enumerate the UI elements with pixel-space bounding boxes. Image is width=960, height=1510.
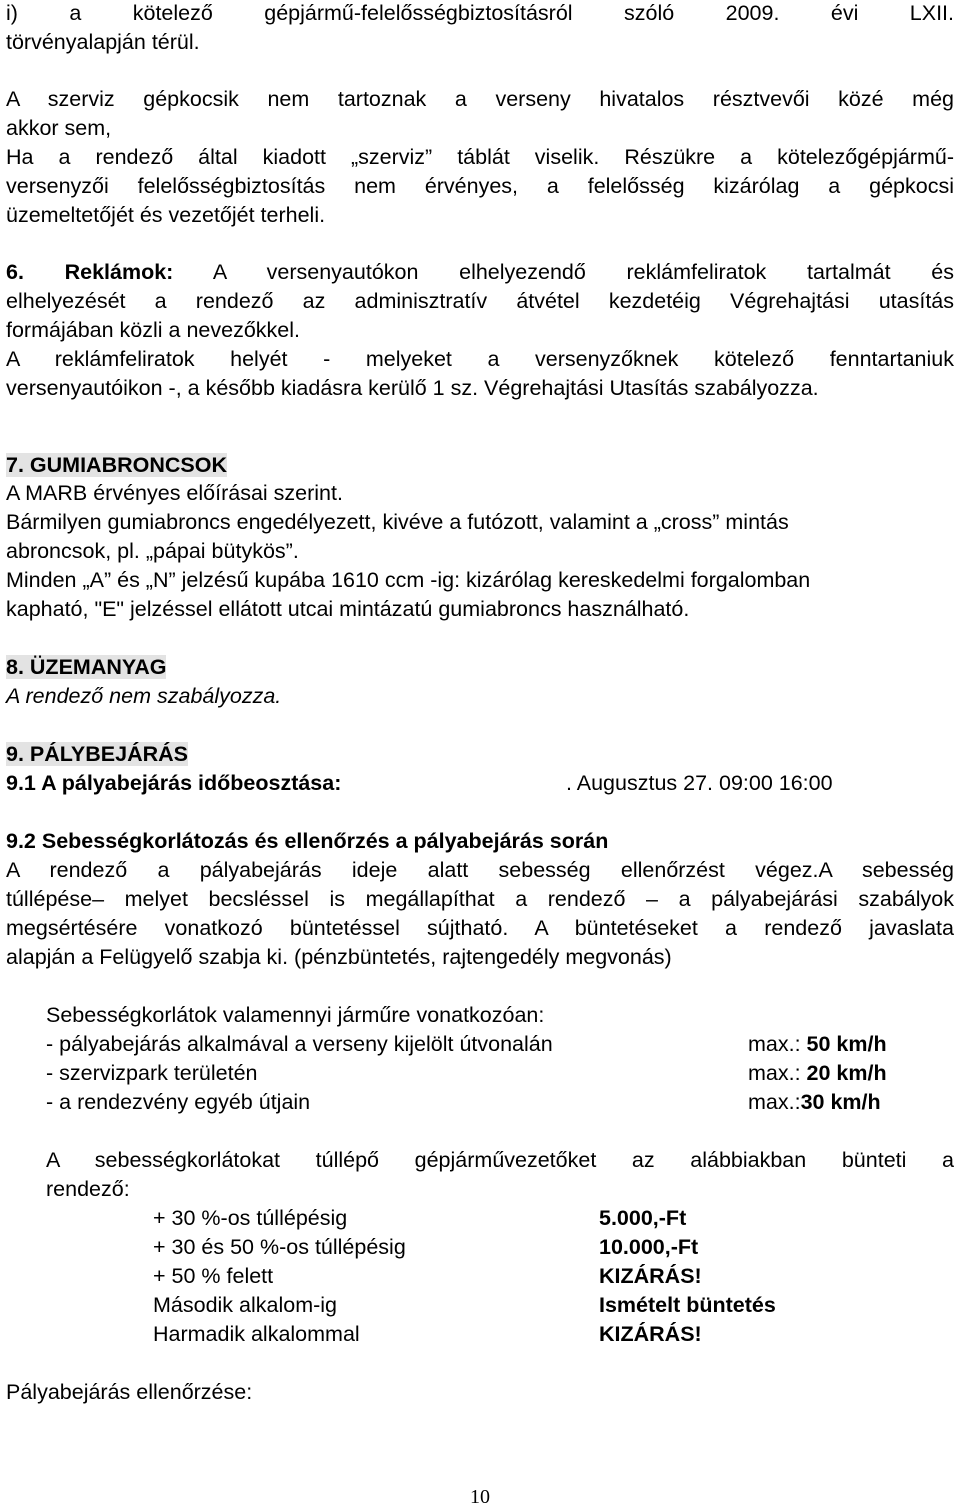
penalty-intro-line: A sebességkorlátokat túllépő gépjárművezetőket az alábbiakban bünteti a: [46, 1148, 954, 1172]
text-line: A rendező nem szabályozza.: [6, 684, 282, 708]
speed-value: 50 km/h: [806, 1032, 887, 1056]
penalty-row-value: 10.000,-Ft: [599, 1235, 699, 1259]
subsection-9-2-heading: 9.2 Sebességkorlátozás és ellenőrzés a pályabejárás során: [6, 829, 609, 853]
max-prefix: max.:: [748, 1061, 807, 1085]
text-line: A rendező a pályabejárás ideje alatt sebesség ellenőrzést végez.A sebesség: [6, 858, 954, 882]
speed-value: 30 km/h: [800, 1090, 881, 1114]
text-line: üzemeltetőjét és vezetőjét terheli.: [6, 203, 326, 227]
heading-text: 8. ÜZEMANYAG: [6, 655, 167, 679]
text-line: Bármilyen gumiabroncs engedélyezett, kivéve a futózott, valamint a „cross” mintás: [6, 510, 789, 534]
section-6-first-line: [6, 259, 954, 285]
section-6-heading: 6. Reklámok:: [6, 260, 174, 284]
text-line: akkor sem,: [6, 116, 112, 140]
heading-text: 7. GUMIABRONCSOK: [6, 453, 227, 477]
max-prefix: max.:: [748, 1090, 801, 1114]
penalty-row-label: Harmadik alkalommal: [153, 1322, 360, 1346]
penalty-row-label: + 30 és 50 %-os túllépésig: [153, 1235, 406, 1259]
heading-text: 9. PÁLYBEJÁRÁS: [6, 742, 189, 766]
text-line: túllépése– melyet becsléssel is megállapíthat a rendező – a pályabejárási szabályok: [6, 887, 954, 911]
speed-row-label: - pályabejárás alkalmával a verseny kijelölt útvonalán: [46, 1032, 553, 1056]
speed-limits-intro: Sebességkorlátok valamennyi járműre vonatkozóan:: [46, 1003, 545, 1027]
text-line: alapján a Felügyelő szabja ki. (pénzbüntetés, rajtengedély megvonás): [6, 945, 672, 969]
section-9-heading: [6, 741, 188, 767]
text-line: Minden „A” és „N” jelzésű kupába 1610 ccm -ig: kizárólag kereskedelmi forgalomban: [6, 568, 811, 592]
speed-row-value: [748, 1089, 881, 1115]
penalty-row-value: KIZÁRÁS!: [599, 1264, 702, 1288]
text-line: A MARB érvényes előírásai szerint.: [6, 481, 343, 505]
section-8-heading: [6, 654, 166, 680]
schedule-value: . Augusztus 27. 09:00 16:00: [566, 771, 833, 795]
check-label: Pályabejárás ellenőrzése:: [6, 1380, 253, 1404]
text-line: A szerviz gépkocsik nem tartoznak a verseny hivatalos résztvevői közé még: [6, 87, 954, 111]
text-line: kapható, "E" jelzéssel ellátott utcai mintázatú gumiabroncs használható.: [6, 597, 690, 621]
penalty-row-value: 5.000,-Ft: [599, 1206, 687, 1230]
speed-row-value: [748, 1031, 887, 1057]
text-line: Ha a rendező által kiadott „szerviz” táblát viselik. Részükre a kötelezőgépjármű-: [6, 145, 954, 169]
max-prefix: max.:: [748, 1032, 807, 1056]
page-number: 10: [470, 1486, 490, 1508]
text-line: elhelyezését a rendező az adminisztratív átvétel kezdetéig Végrehajtási utasítás: [6, 289, 954, 313]
speed-row-label: - a rendezvény egyéb útjain: [46, 1090, 311, 1114]
penalty-row-value: Ismételt büntetés: [599, 1293, 776, 1317]
speed-row-value: [748, 1060, 887, 1086]
speed-value: 20 km/h: [806, 1061, 887, 1085]
text-span: A versenyautókon elhelyezendő reklámfeliratok tartalmát és: [173, 260, 954, 284]
text-line: versenyzői felelősségbiztosítás nem érvényes, a felelősség kizárólag a gépkocsi: [6, 174, 954, 198]
text-line: abroncsok, pl. „pápai bütykös”.: [6, 539, 299, 563]
text-line: formájában közli a nevezőkkel.: [6, 318, 300, 342]
text-line: törvényalapján térül.: [6, 30, 200, 54]
text-line: i) a kötelező gépjármű-felelősségbiztosításról szóló 2009. évi LXII.: [6, 1, 954, 25]
penalty-intro-line: rendező:: [46, 1177, 130, 1201]
schedule-label: 9.1 A pályabejárás időbeosztása:: [6, 771, 342, 795]
section-7-heading: [6, 452, 227, 478]
speed-row-label: - szervizpark területén: [46, 1061, 258, 1085]
penalty-row-label: + 50 % felett: [153, 1264, 274, 1288]
text-line: megsértésére vonatkozó büntetéssel sújtható. A büntetéseket a rendező javaslata: [6, 916, 954, 940]
penalty-row-label: + 30 %-os túllépésig: [153, 1206, 348, 1230]
penalty-row-label: Második alkalom-ig: [153, 1293, 338, 1317]
text-line: A reklámfeliratok helyét - melyeket a versenyzőknek kötelező fenntartaniuk: [6, 347, 954, 371]
text-line: versenyautóikon -, a később kiadásra kerülő 1 sz. Végrehajtási Utasítás szabályozza.: [6, 376, 819, 400]
penalty-row-value: KIZÁRÁS!: [599, 1322, 702, 1346]
